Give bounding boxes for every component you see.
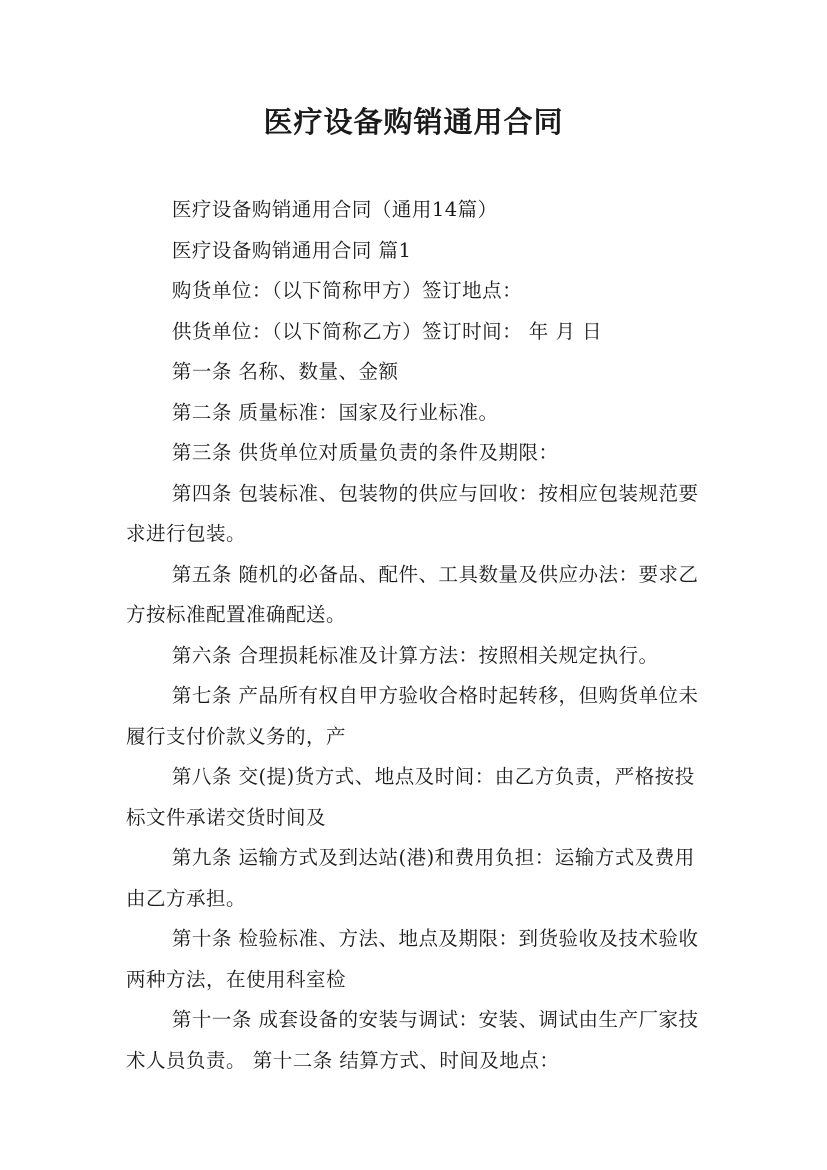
document-title: 医疗设备购销通用合同 [263,105,564,139]
paragraph: 供货单位：（以下简称乙方）签订时间： 年 月 日 [171,319,603,343]
document-body [126,190,706,1081]
paragraph: 医疗设备购销通用合同 篇1 [171,238,412,262]
paragraph: 第三条 供货单位对质量负责的条件及期限： [171,441,559,464]
paragraph: 第五条 随机的必备品、配件、工具数量及供应办法：要求乙方按标准配置准确配送。 [126,562,699,626]
paragraph: 第九条 运输方式及到达站(港)和费用负担：运输方式及费用由乙方承担。 [126,846,695,910]
paragraph: 第七条 产品所有权自甲方验收合格时起转移，但购货单位未履行支付价款义务的，产 [126,684,699,748]
paragraph: 第一条 名称、数量、金额 [171,360,399,383]
paragraph: 第十一条 成套设备的安装与调试：安装、调试由生产厂家技术人员负责。 第十二条 结算方式、时间及地点： [126,1008,699,1072]
paragraph: 第二条 质量标准：国家及行业标准。 [171,400,499,424]
paragraph: 第四条 包装标准、包装物的供应与回收：按相应包装规范要求进行包装。 [126,481,699,545]
paragraph: 医疗设备购销通用合同（通用14篇） [171,198,498,221]
paragraph: 第八条 交(提)货方式、地点及时间：由乙方负责，严格按投标文件承诺交货时间及 [126,765,695,829]
paragraph: 购货单位：（以下简称甲方）签订地点： [171,279,523,302]
paragraph: 第六条 合理损耗标准及计算方法：按照相关规定执行。 [171,643,659,667]
paragraph: 第十条 检验标准、方法、地点及期限：到货验收及技术验收两种方法，在使用科室检 [126,927,699,991]
